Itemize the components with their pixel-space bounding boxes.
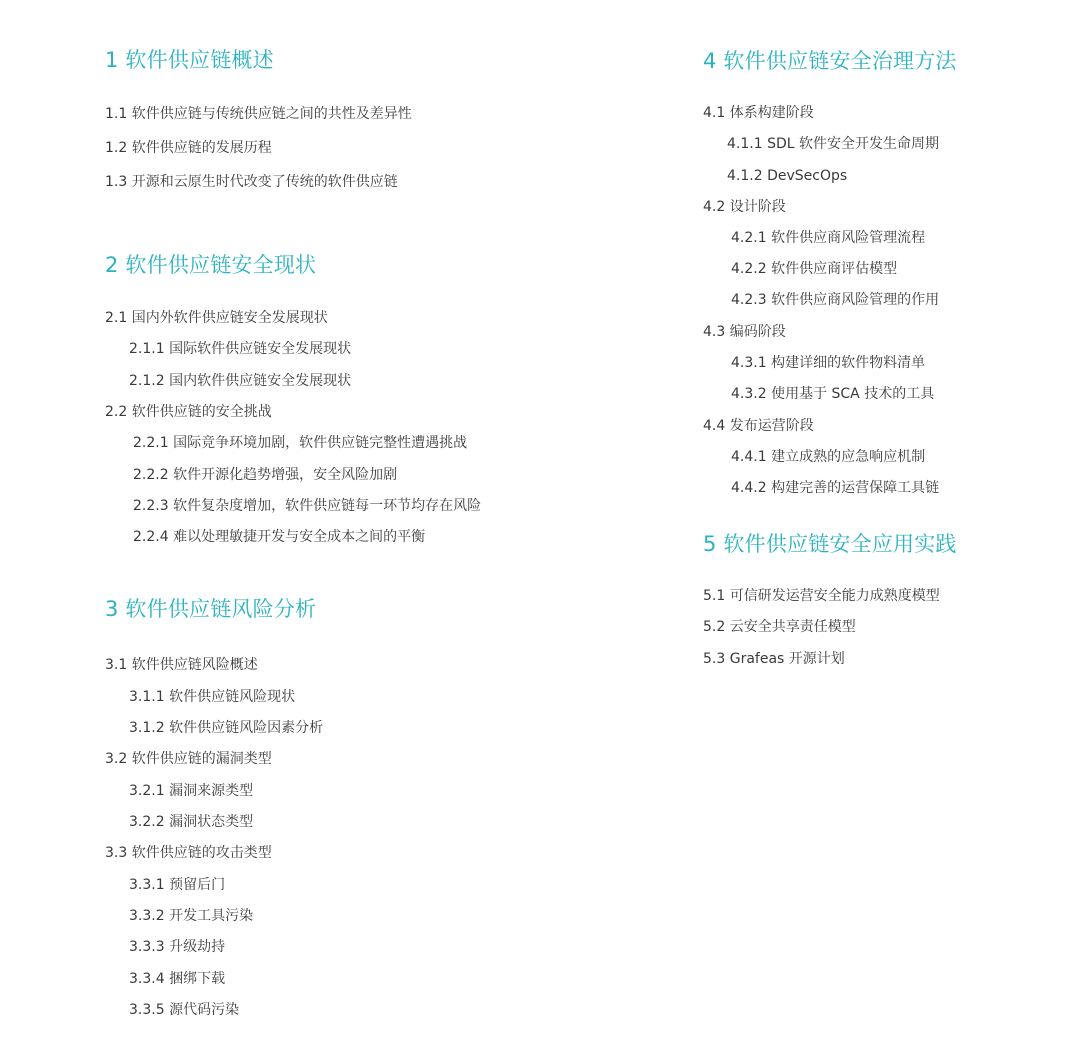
section-1-title: 1 软件供应链概述	[105, 48, 274, 72]
toc-entry-4-3-1[interactable]: 4.3.1 构建详细的软件物料清单	[731, 355, 926, 371]
toc-entry-4-4[interactable]: 4.4 发布运营阶段	[703, 418, 814, 434]
toc-entry-4-2-1[interactable]: 4.2.1 软件供应商风险管理流程	[731, 230, 926, 246]
toc-entry-1-2[interactable]: 1.2 软件供应链的发展历程	[105, 140, 272, 156]
toc-entry-2-1[interactable]: 2.1 国内外软件供应链安全发展现状	[105, 310, 328, 326]
toc-entry-3-2-1[interactable]: 3.2.1 漏洞来源类型	[129, 783, 254, 799]
section-4-title: 4 软件供应链安全治理方法	[703, 49, 957, 73]
toc-entry-5-3[interactable]: 5.3 Grafeas 开源计划	[703, 651, 845, 667]
toc-entry-1-3[interactable]: 1.3 开源和云原生时代改变了传统的软件供应链	[105, 174, 398, 190]
toc-entry-3-1[interactable]: 3.1 软件供应链风险概述	[105, 657, 258, 673]
toc-entry-3-3-4[interactable]: 3.3.4 捆绑下载	[129, 971, 226, 987]
toc-entry-2-2-4[interactable]: 2.2.4 难以处理敏捷开发与安全成本之间的平衡	[133, 529, 426, 545]
toc-entry-3-3[interactable]: 3.3 软件供应链的攻击类型	[105, 845, 272, 861]
toc-entry-4-2-3[interactable]: 4.2.3 软件供应商风险管理的作用	[731, 292, 940, 308]
toc-entry-2-1-1[interactable]: 2.1.1 国际软件供应链安全发展现状	[129, 341, 352, 357]
toc-entry-2-2-3[interactable]: 2.2.3 软件复杂度增加，软件供应链每一环节均存在风险	[133, 498, 482, 514]
toc-entry-3-2-2[interactable]: 3.2.2 漏洞状态类型	[129, 814, 254, 830]
toc-entry-5-2[interactable]: 5.2 云安全共享责任模型	[703, 619, 856, 635]
toc-entry-4-1[interactable]: 4.1 体系构建阶段	[703, 105, 814, 121]
toc-entry-3-3-3[interactable]: 3.3.3 升级劫持	[129, 939, 226, 955]
toc-entry-3-3-5[interactable]: 3.3.5 源代码污染	[129, 1002, 240, 1018]
section-3-title: 3 软件供应链风险分析	[105, 597, 317, 621]
toc-entry-3-1-2[interactable]: 3.1.2 软件供应链风险因素分析	[129, 720, 324, 736]
toc-entry-3-2[interactable]: 3.2 软件供应链的漏洞类型	[105, 751, 272, 767]
toc-entry-4-4-1[interactable]: 4.4.1 建立成熟的应急响应机制	[731, 449, 926, 465]
toc-entry-4-3[interactable]: 4.3 编码阶段	[703, 324, 786, 340]
toc-entry-2-1-2[interactable]: 2.1.2 国内软件供应链安全发展现状	[129, 373, 352, 389]
toc-entry-4-1-1[interactable]: 4.1.1 SDL 软件安全开发生命周期	[727, 136, 939, 152]
toc-entry-3-1-1[interactable]: 3.1.1 软件供应链风险现状	[129, 689, 296, 705]
section-2-title: 2 软件供应链安全现状	[105, 253, 317, 277]
toc-entry-3-3-2[interactable]: 3.3.2 开发工具污染	[129, 908, 254, 924]
toc-entry-4-1-2[interactable]: 4.1.2 DevSecOps	[727, 168, 848, 184]
toc-entry-4-3-2[interactable]: 4.3.2 使用基于 SCA 技术的工具	[731, 386, 935, 402]
toc-entry-3-3-1[interactable]: 3.3.1 预留后门	[129, 877, 226, 893]
toc-entry-1-1[interactable]: 1.1 软件供应链与传统供应链之间的共性及差异性	[105, 106, 412, 122]
toc-entry-2-2[interactable]: 2.2 软件供应链的安全挑战	[105, 404, 272, 420]
toc-entry-4-2-2[interactable]: 4.2.2 软件供应商评估模型	[731, 261, 898, 277]
toc-entry-2-2-1[interactable]: 2.2.1 国际竞争环境加剧，软件供应链完整性遭遇挑战	[133, 435, 468, 451]
toc-entry-4-4-2[interactable]: 4.4.2 构建完善的运营保障工具链	[731, 480, 940, 496]
section-5-title: 5 软件供应链安全应用实践	[703, 532, 957, 556]
toc-entry-2-2-2[interactable]: 2.2.2 软件开源化趋势增强，安全风险加剧	[133, 467, 398, 483]
toc-entry-4-2[interactable]: 4.2 设计阶段	[703, 199, 786, 215]
toc-entry-5-1[interactable]: 5.1 可信研发运营安全能力成熟度模型	[703, 588, 940, 604]
